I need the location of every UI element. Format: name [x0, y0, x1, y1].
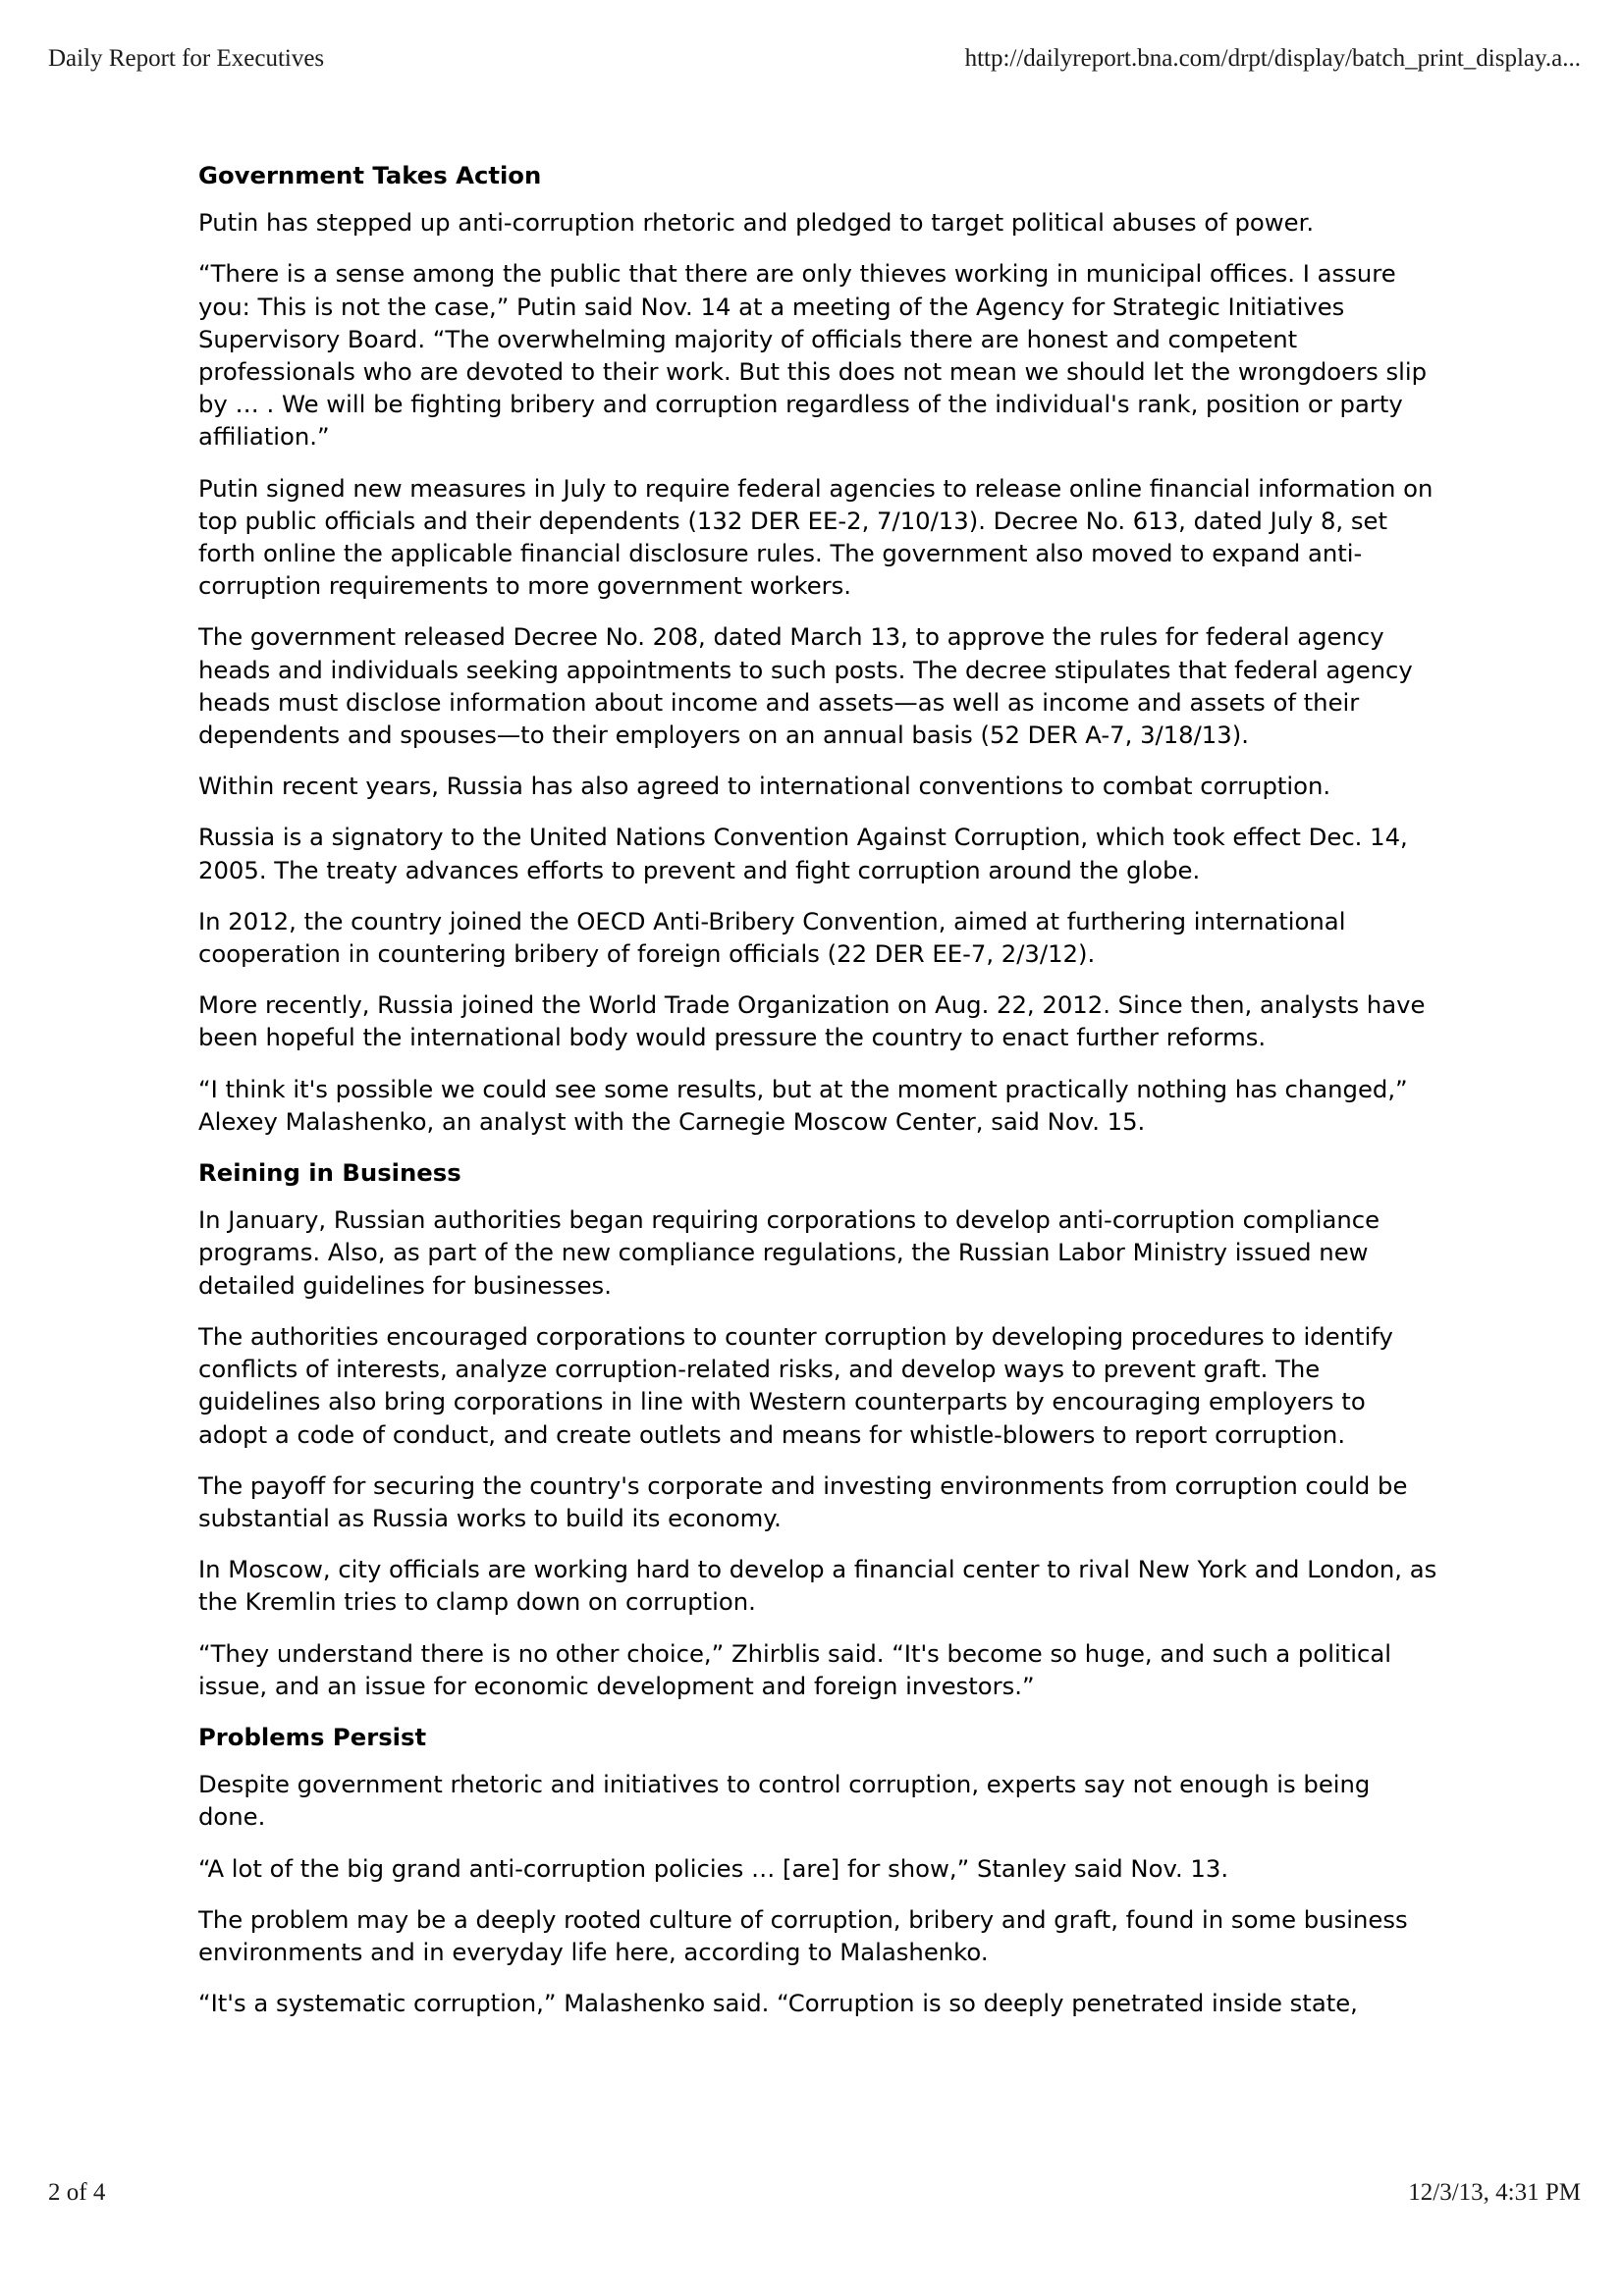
paragraph: The payoff for securing the country's corporate and investing environments from corruption could be substantial as Russia works to build its economy. — [198, 1470, 1408, 1532]
paragraph: Russia is a signatory to the United Nations Convention Against Corruption, which took effect Dec. 14, 2005. The treaty advances efforts to prevent and fight corruption around the globe. — [198, 823, 1408, 884]
paragraph: The authorities encouraged corporations to counter corruption by developing procedures to identify conflicts of interests, analyze corruption-related risks, and develop ways to prevent graft. The guidelines also bring corporations in line with Western counterparts by encouraging employers to adopt a code of conduct, and create outlets and means for whistle-blowers to report corruption. — [198, 1321, 1393, 1449]
paragraph: Despite government rhetoric and initiatives to control corruption, experts say not enough is being done. — [198, 1770, 1371, 1832]
article-body — [198, 159, 1437, 2038]
section-heading: Government Takes Action — [198, 161, 542, 189]
section-heading: Problems Persist — [198, 1722, 427, 1751]
print-timestamp: 12/3/13, 4:31 PM — [1408, 2179, 1581, 2206]
header-title: Daily Report for Executives — [48, 45, 325, 72]
paragraph: Putin signed new measures in July to require federal agencies to release online financial information on top public officials and their dependents (132 DER EE-2, 7/10/13). Decree No. 613, dated July 8, set forth online the applicable financial disclosure rules. The government also moved to expand anti-corruption requirements to more government workers. — [198, 473, 1434, 601]
paragraph: More recently, Russia joined the World Trade Organization on Aug. 22, 2012. Since then, analysts have been hopeful the international body would pressure the country to enact further reforms. — [198, 990, 1426, 1052]
paragraph: Putin has stepped up anti-corruption rhetoric and pledged to target political abuses of power. — [198, 208, 1315, 238]
paragraph: “They understand there is no other choice,” Zhirblis said. “It's become so huge, and such a political issue, and an issue for economic development and foreign investors.” — [198, 1638, 1391, 1700]
print-header — [48, 45, 1581, 73]
header-url: http://dailyreport.bna.com/drpt/display/batch_print_display.a... — [964, 45, 1581, 72]
paragraph: “I think it's possible we could see some results, but at the moment practically nothing has changed,” Alexey Malashenko, an analyst with the Carnegie Moscow Center, said Nov. 15. — [198, 1074, 1408, 1136]
paragraph: “A lot of the big grand anti-corruption policies … [are] for show,” Stanley said Nov. 13. — [198, 1853, 1229, 1883]
paragraph: In 2012, the country joined the OECD Anti-Bribery Convention, aimed at furthering international cooperation in countering bribery of foreign officials (22 DER EE-7, 2/3/12). — [198, 906, 1346, 969]
paragraph: “It's a systematic corruption,” Malashenko said. “Corruption is so deeply penetrated inside state, — [198, 1989, 1358, 2018]
section-heading: Reining in Business — [198, 1158, 461, 1188]
print-footer — [48, 2179, 1581, 2207]
paragraph: In January, Russian authorities began requiring corporations to develop anti-corruption compliance programs. Also, as part of the new compliance regulations, the Russian Labor Ministry issued new detailed guidelines for businesses. — [198, 1205, 1380, 1300]
paragraph: Within recent years, Russia has also agreed to international conventions to combat corruption. — [198, 772, 1331, 801]
paragraph: The government released Decree No. 208, dated March 13, to approve the rules for federal agency heads and individuals seeking appointments to such posts. The decree stipulates that federal agency heads must disclose information about income and assets—as well as income and assets of their dependents and spouses—to their employers on an annual basis (52 DER A-7, 3/18/13). — [198, 622, 1413, 750]
page-number: 2 of 4 — [48, 2179, 106, 2206]
paragraph: “There is a sense among the public that there are only thieves working in municipal offices. I assure you: This is not the case,” Putin said Nov. 14 at a meeting of the Agency for Strategic Initiatives Supervisory Board. “The overwhelming majority of officials there are honest and competent professionals who are devoted to their work. But this does not mean we should let the wrongdoers slip by … . We will be fighting bribery and corruption regardless of the individual's rank, position or party affiliation.” — [198, 259, 1428, 452]
paragraph: The problem may be a deeply rooted culture of corruption, bribery and graft, found in some business environments and in everyday life here, according to Malashenko. — [198, 1904, 1408, 1966]
paragraph: In Moscow, city officials are working hard to develop a financial center to rival New York and London, as the Kremlin tries to clamp down on corruption. — [198, 1555, 1437, 1617]
